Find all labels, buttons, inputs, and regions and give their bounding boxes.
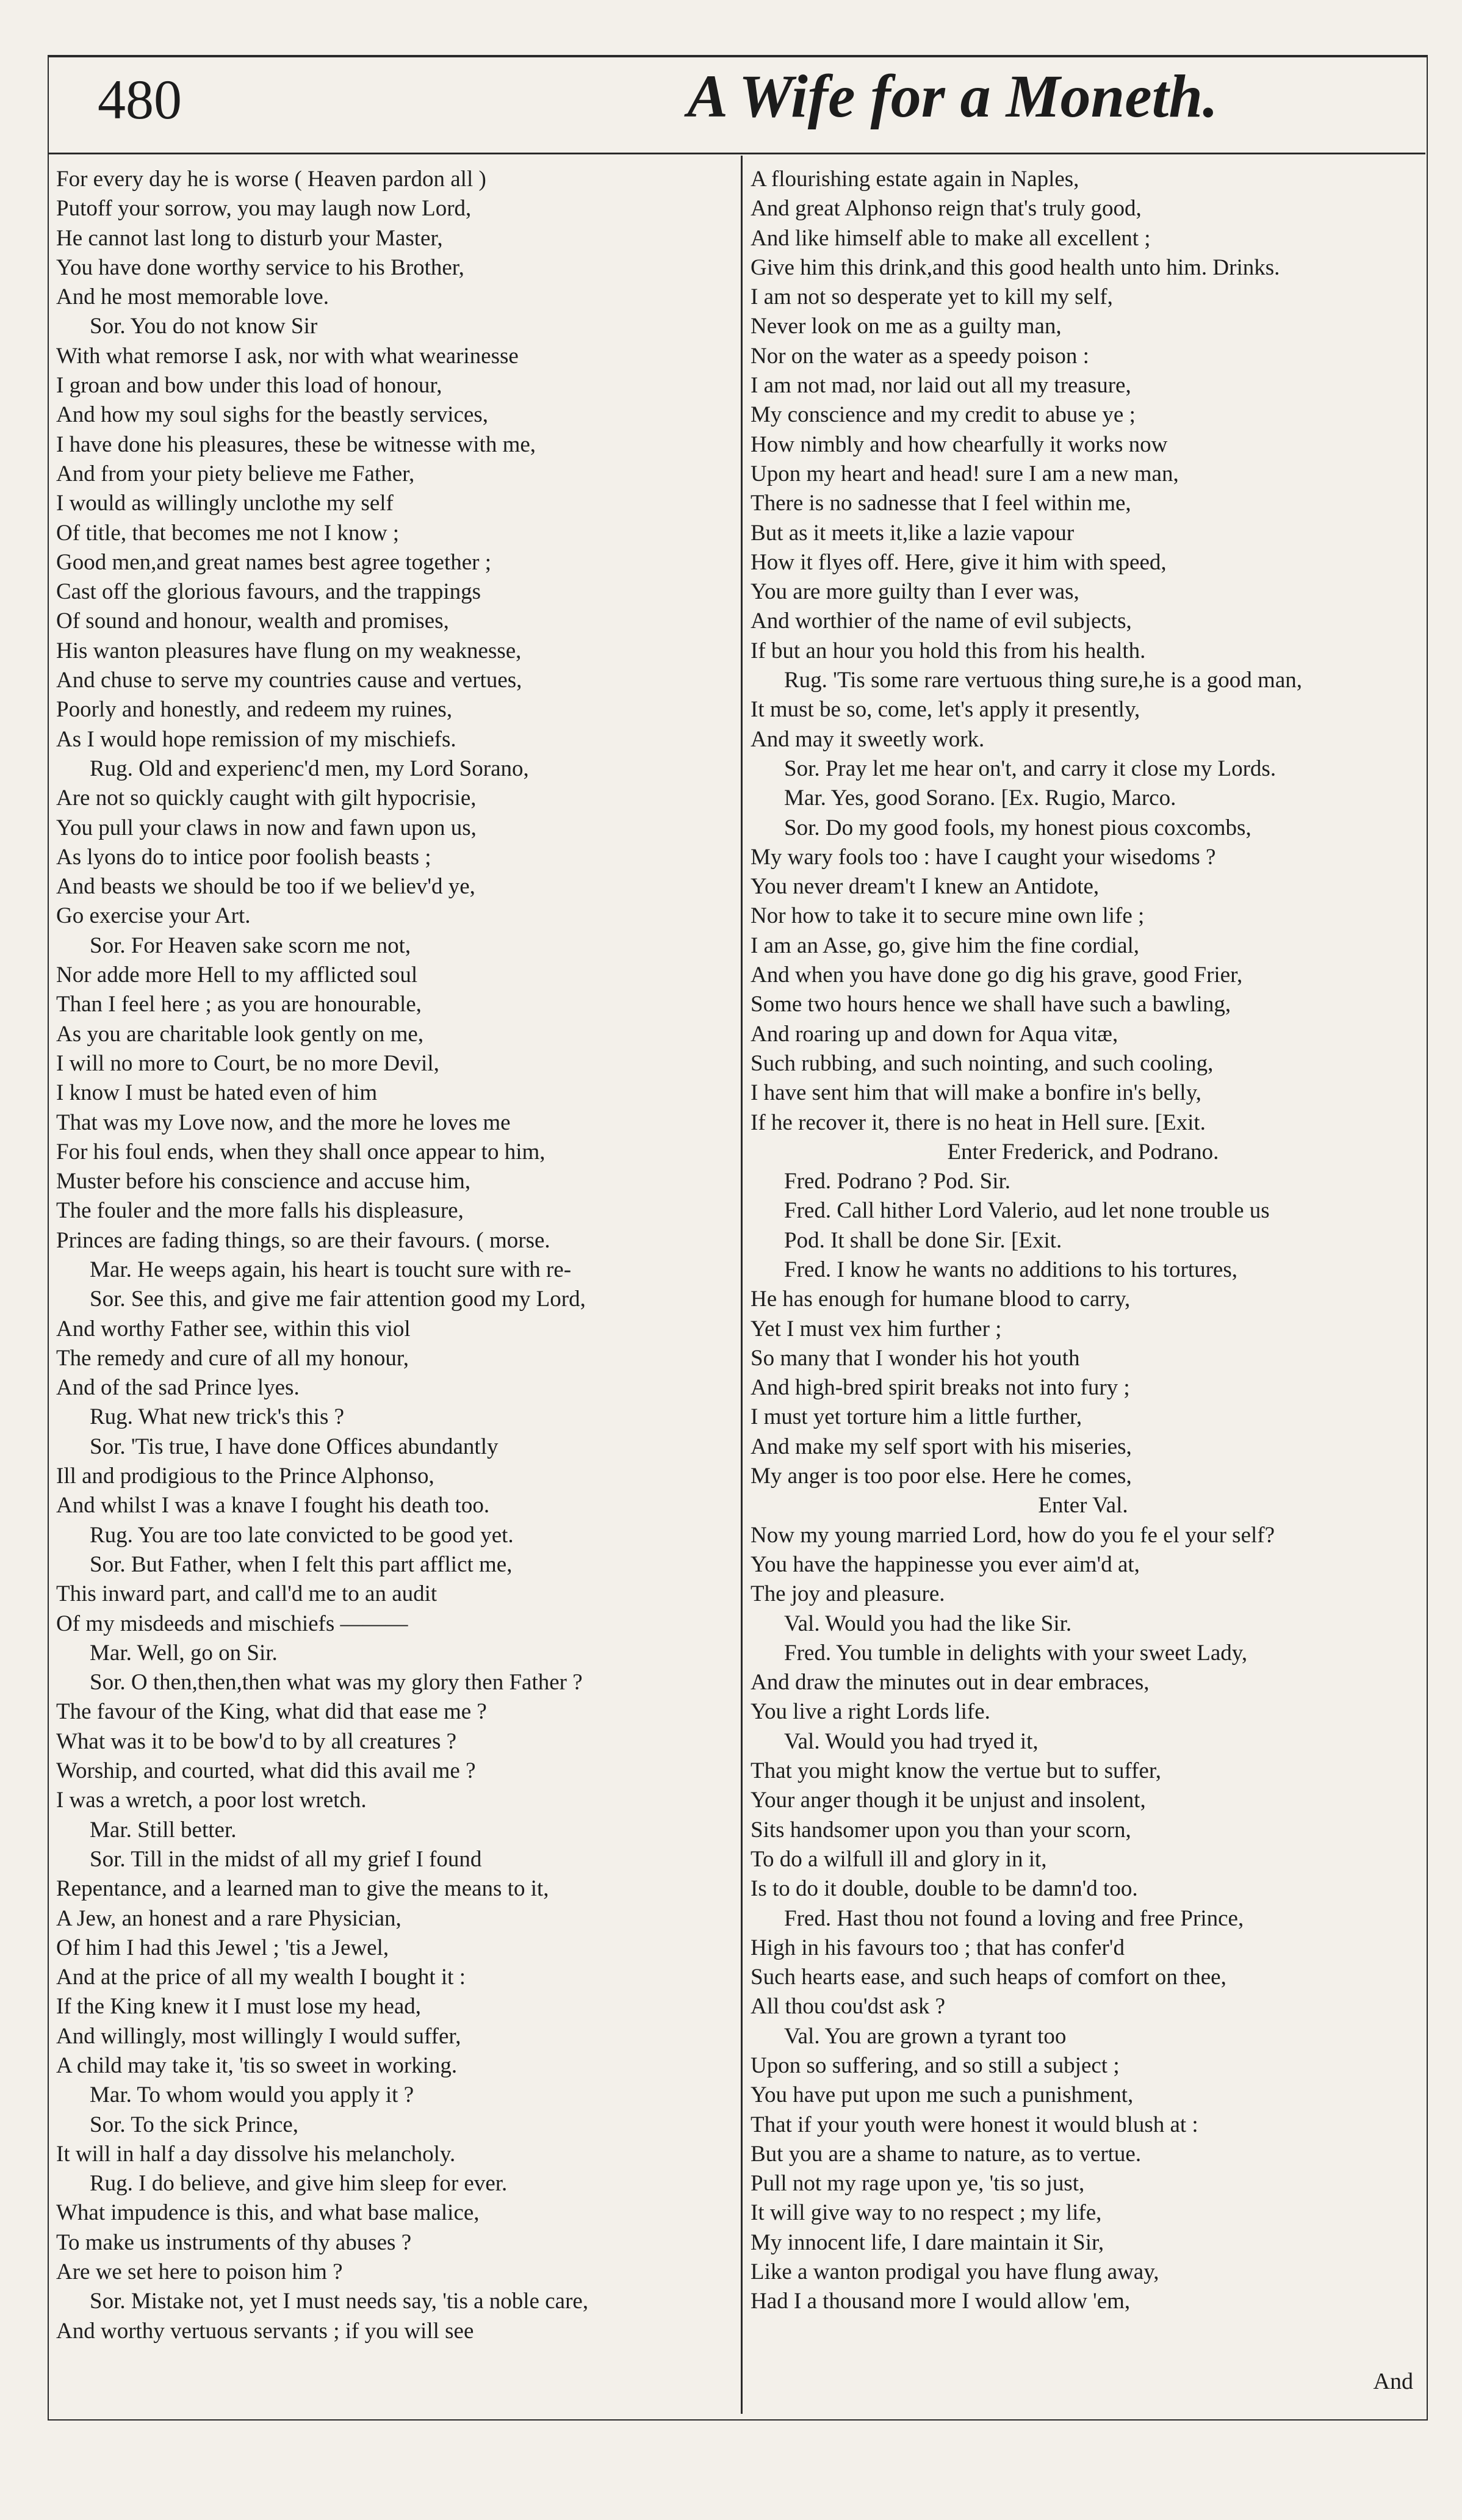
text-line: Nor adde more Hell to my afflicted soul	[56, 962, 418, 988]
text-line: Rug. 'Tis some rare vertuous thing sure,he is a good man,	[784, 668, 1303, 693]
text-line: And whilst I was a knave I fought his death too.	[56, 1493, 490, 1518]
text-line: Rug. What new trick's this ?	[90, 1404, 345, 1430]
text-line: You never dream't I knew an Antidote,	[751, 874, 1100, 900]
text-line: And may it sweetly work.	[751, 726, 985, 752]
text-line: Fred. I know he wants no additions to his tortures,	[784, 1257, 1237, 1282]
text-line: Sor. O then,then,then what was my glory then Father ?	[90, 1670, 583, 1695]
text-line: Worship, and courted, what did this avail me ?	[56, 1758, 476, 1784]
text-line: You have the happinesse you ever aim'd at,	[751, 1551, 1140, 1577]
text-line: Is to do it double, double to be damn'd too.	[751, 1876, 1138, 1902]
text-line: Yet I must vex him further ;	[751, 1316, 1002, 1341]
text-line: Some two hours hence we shall have such a bawling,	[751, 992, 1231, 1017]
right-column	[751, 165, 1416, 2317]
text-line: And high-bred spirit breaks not into fury ;	[751, 1375, 1130, 1401]
text-line: Fred. Hast thou not found a loving and free Prince,	[784, 1905, 1244, 1931]
text-line: Never look on me as a guilty man,	[751, 314, 1062, 339]
text-line: How nimbly and how chearfully it works now	[751, 431, 1168, 457]
text-line: High in his favours too ; that has confer'd	[751, 1935, 1125, 1960]
text-line: Like a wanton prodigal you have flung away,	[751, 2259, 1159, 2285]
running-title: A Wife for a Moneth.	[687, 62, 1218, 130]
text-line: Nor how to take it to secure mine own life ;	[751, 903, 1145, 929]
text-line: As you are charitable look gently on me,	[56, 1021, 424, 1047]
text-line: But as it meets it,like a lazie vapour	[751, 520, 1075, 546]
text-line: Had I a thousand more I would allow 'em,	[751, 2289, 1131, 2314]
text-line: How it flyes off. Here, give it him with speed,	[751, 549, 1167, 575]
text-line: Ill and prodigious to the Prince Alphonso,	[56, 1464, 434, 1489]
text-line: And at the price of all my wealth I bought it :	[56, 1965, 466, 1990]
text-line: You pull your claws in now and fawn upon us,	[56, 815, 477, 840]
text-line: Mar. To whom would you apply it ?	[90, 2082, 414, 2108]
text-line: Sits handsomer upon you than your scorn,	[751, 1817, 1131, 1843]
text-line: For his foul ends, when they shall once appear to him,	[56, 1139, 546, 1164]
text-line: To do a wilfull ill and glory in it,	[751, 1846, 1047, 1872]
text-line: And of the sad Prince lyes.	[56, 1375, 300, 1401]
text-line: And how my soul sighs for the beastly services,	[56, 402, 489, 428]
text-line: Rug. You are too late convicted to be good yet.	[90, 1522, 514, 1548]
text-line: And from your piety believe me Father,	[56, 461, 415, 486]
text-line: There is no sadnesse that I feel within me,	[751, 491, 1131, 516]
text-line: Putoff your sorrow, you may laugh now Lord,	[56, 196, 472, 222]
text-line: Sor. Till in the midst of all my grief I found	[90, 1846, 482, 1872]
text-line: And worthy Father see, within this viol	[56, 1316, 411, 1341]
text-line: I know I must be hated even of him	[56, 1080, 378, 1106]
text-line: For every day he is worse ( Heaven pardon all )	[56, 167, 486, 192]
text-line: Of my misdeeds and mischiefs ———	[56, 1611, 408, 1636]
text-line: I groan and bow under this load of honour,	[56, 373, 442, 399]
text-line: That was my Love now, and the more he loves me	[56, 1110, 511, 1135]
text-line: And he most memorable love.	[56, 284, 329, 310]
text-line: Rug. Old and experienc'd men, my Lord Sorano,	[90, 756, 529, 781]
text-line: Upon so suffering, and so still a subject ;	[751, 2053, 1120, 2078]
text-line: My conscience and my credit to abuse ye ;	[751, 402, 1136, 428]
text-line: It will in half a day dissolve his melancholy.	[56, 2141, 456, 2167]
page-number: 480	[98, 68, 182, 131]
text-line: Fred. Call hither Lord Valerio, aud let none trouble us	[784, 1198, 1270, 1224]
text-line: And roaring up and down for Aqua vitæ,	[751, 1021, 1118, 1047]
text-line: I must yet torture him a little further,	[751, 1404, 1082, 1430]
text-line: My wary fools too : have I caught your wisedoms ?	[751, 844, 1216, 870]
text-line: Now my young married Lord, how do you fe el your self?	[751, 1522, 1275, 1548]
text-line: A flourishing estate again in Naples,	[751, 167, 1079, 192]
text-line: And beasts we should be too if we believ'd ye,	[56, 874, 475, 900]
text-line: This inward part, and call'd me to an audit	[56, 1581, 438, 1607]
text-line: I am not mad, nor laid out all my treasure,	[751, 373, 1131, 399]
text-line: And like himself able to make all excellent ;	[751, 225, 1151, 251]
text-line: Fred. You tumble in delights with your sweet Lady,	[784, 1640, 1248, 1666]
text-line: So many that I wonder his hot youth	[751, 1345, 1080, 1371]
text-line: Are we set here to poison him ?	[56, 2259, 343, 2285]
text-line: All thou cou'dst ask ?	[751, 1994, 946, 2020]
text-line: It will give way to no respect ; my life,	[751, 2200, 1102, 2226]
text-line: My anger is too poor else. Here he comes,	[751, 1464, 1132, 1489]
text-line: I have sent him that will make a bonfire in's belly,	[751, 1080, 1201, 1106]
text-line: Mar. Still better.	[90, 1817, 237, 1843]
text-line: To make us instruments of thy abuses ?	[56, 2229, 412, 2255]
text-line: I am not so desperate yet to kill my self,	[751, 284, 1113, 310]
text-line: The favour of the King, what did that ease me ?	[56, 1699, 487, 1725]
left-column	[56, 165, 740, 2346]
text-line: As lyons do to intice poor foolish beasts ;	[56, 844, 431, 870]
text-line: It must be so, come, let's apply it presently,	[751, 697, 1140, 723]
text-line: Val. You are grown a tyrant too	[784, 2023, 1067, 2049]
text-line: If but an hour you hold this from his health.	[751, 638, 1146, 663]
text-line: Your anger though it be unjust and insolent,	[751, 1788, 1146, 1813]
text-line: He cannot last long to disturb your Master,	[56, 225, 443, 251]
text-line: As I would hope remission of my mischiefs.	[56, 726, 456, 752]
column-divider	[741, 156, 743, 2414]
text-line: Muster before his conscience and accuse him,	[56, 1169, 471, 1194]
text-line: Of him I had this Jewel ; 'tis a Jewel,	[56, 1935, 389, 1960]
text-line: Poorly and honestly, and redeem my ruines,	[56, 697, 453, 723]
catchword: And	[1373, 2369, 1413, 2394]
text-line: Such rubbing, and such nointing, and such cooling,	[751, 1050, 1214, 1076]
text-line: What impudence is this, and what base malice,	[56, 2200, 480, 2226]
text-line: A child may take it, 'tis so sweet in working.	[56, 2053, 458, 2078]
text-line: The joy and pleasure.	[751, 1581, 945, 1607]
text-line: Are not so quickly caught with gilt hypocrisie,	[56, 785, 477, 811]
text-line: Upon my heart and head! sure I am a new man,	[751, 461, 1179, 486]
text-line: Go exercise your Art.	[56, 903, 251, 929]
text-line: My innocent life, I dare maintain it Sir,	[751, 2229, 1104, 2255]
text-line: Enter Val.	[1038, 1493, 1128, 1518]
text-line: And worthier of the name of evil subjects,	[751, 608, 1132, 634]
text-line: That if your youth were honest it would blush at :	[751, 2112, 1198, 2137]
text-line: Sor. 'Tis true, I have done Offices abundantly	[90, 1434, 499, 1459]
text-line: Cast off the glorious favours, and the trappings	[56, 579, 481, 605]
text-line: Fred. Podrano ? Pod. Sir.	[784, 1169, 1011, 1194]
text-line: With what remorse I ask, nor with what wearinesse	[56, 343, 519, 369]
text-line: Sor. But Father, when I felt this part afflict me,	[90, 1551, 513, 1577]
text-line: I have done his pleasures, these be witnesse with me,	[56, 431, 536, 457]
text-line: Princes are fading things, so are their favours. ( morse.	[56, 1227, 550, 1253]
text-line: Sor. You do not know Sir	[90, 314, 318, 339]
text-line: And when you have done go dig his grave, good Frier,	[751, 962, 1243, 988]
text-line: You are more guilty than I ever was,	[751, 579, 1079, 605]
text-line: Enter Frederick, and Podrano.	[947, 1139, 1219, 1164]
text-line: Sor. See this, and give me fair attention good my Lord,	[90, 1287, 586, 1312]
text-line: I would as willingly unclothe my self	[56, 491, 394, 516]
text-line: And draw the minutes out in dear embraces,	[751, 1670, 1150, 1695]
text-line: If the King knew it I must lose my head,	[56, 1994, 422, 2020]
text-line: Pull not my rage upon ye, 'tis so just,	[751, 2171, 1085, 2197]
text-line: Val. Would you had the like Sir.	[784, 1611, 1072, 1636]
text-line: You have put upon me such a punishment,	[751, 2082, 1134, 2108]
text-line: You live a right Lords life.	[751, 1699, 990, 1725]
text-line: Of title, that becomes me not I know ;	[56, 520, 400, 546]
text-line: Pod. It shall be done Sir. [Exit.	[784, 1227, 1062, 1253]
text-line: You have done worthy service to his Brother,	[56, 255, 464, 280]
text-line: And willingly, most willingly I would suffer,	[56, 2023, 461, 2049]
text-line: What was it to be bow'd to by all creatures ?	[56, 1728, 457, 1754]
text-line: Rug. I do believe, and give him sleep for ever.	[90, 2171, 508, 2197]
text-line: But you are a shame to nature, as to vertue.	[751, 2141, 1142, 2167]
text-line: Sor. Mistake not, yet I must needs say, 'tis a noble care,	[90, 2289, 589, 2314]
text-line: Such hearts ease, and such heaps of comfort on thee,	[751, 1965, 1226, 1990]
text-line: Give him this drink,and this good health unto him. Drinks.	[751, 255, 1280, 280]
text-line: Sor. To the sick Prince,	[90, 2112, 299, 2137]
text-line: I will no more to Court, be no more Devil,	[56, 1050, 439, 1076]
text-line: He has enough for humane blood to carry,	[751, 1287, 1131, 1312]
text-line: And make my self sport with his miseries,	[751, 1434, 1132, 1459]
text-line: And chuse to serve my countries cause and vertues,	[56, 668, 522, 693]
text-line: That you might know the vertue but to suffer,	[751, 1758, 1161, 1784]
text-line: If he recover it, there is no heat in Hell sure. [Exit.	[751, 1110, 1206, 1135]
text-line: Nor on the water as a speedy poison :	[751, 343, 1089, 369]
text-line: I was a wretch, a poor lost wretch.	[56, 1788, 367, 1813]
text-line: Mar. Yes, good Sorano. [Ex. Rugio, Marco.	[784, 785, 1176, 811]
text-line: Of sound and honour, wealth and promises,	[56, 608, 449, 634]
text-line: And worthy vertuous servants ; if you will see	[56, 2318, 474, 2344]
text-line: Than I feel here ; as you are honourable,	[56, 992, 422, 1017]
text-line: His wanton pleasures have flung on my weaknesse,	[56, 638, 522, 663]
text-line: Sor. Do my good fools, my honest pious coxcombs,	[784, 815, 1251, 840]
text-line: Mar. He weeps again, his heart is toucht sure with re-	[90, 1257, 572, 1282]
text-line: The fouler and the more falls his displeasure,	[56, 1198, 464, 1224]
text-line: Sor. Pray let me hear on't, and carry it close my Lords.	[784, 756, 1277, 781]
text-line: And great Alphonso reign that's truly good,	[751, 196, 1142, 222]
text-line: I am an Asse, go, give him the fine cordial,	[751, 933, 1140, 958]
text-line: The remedy and cure of all my honour,	[56, 1345, 409, 1371]
text-line: Repentance, and a learned man to give the means to it,	[56, 1876, 549, 1902]
text-line: Sor. For Heaven sake scorn me not,	[90, 933, 411, 958]
text-line: Val. Would you had tryed it,	[784, 1728, 1039, 1754]
text-line: Good men,and great names best agree together ;	[56, 549, 492, 575]
text-line: Mar. Well, go on Sir.	[90, 1640, 278, 1666]
text-line: A Jew, an honest and a rare Physician,	[56, 1905, 402, 1931]
